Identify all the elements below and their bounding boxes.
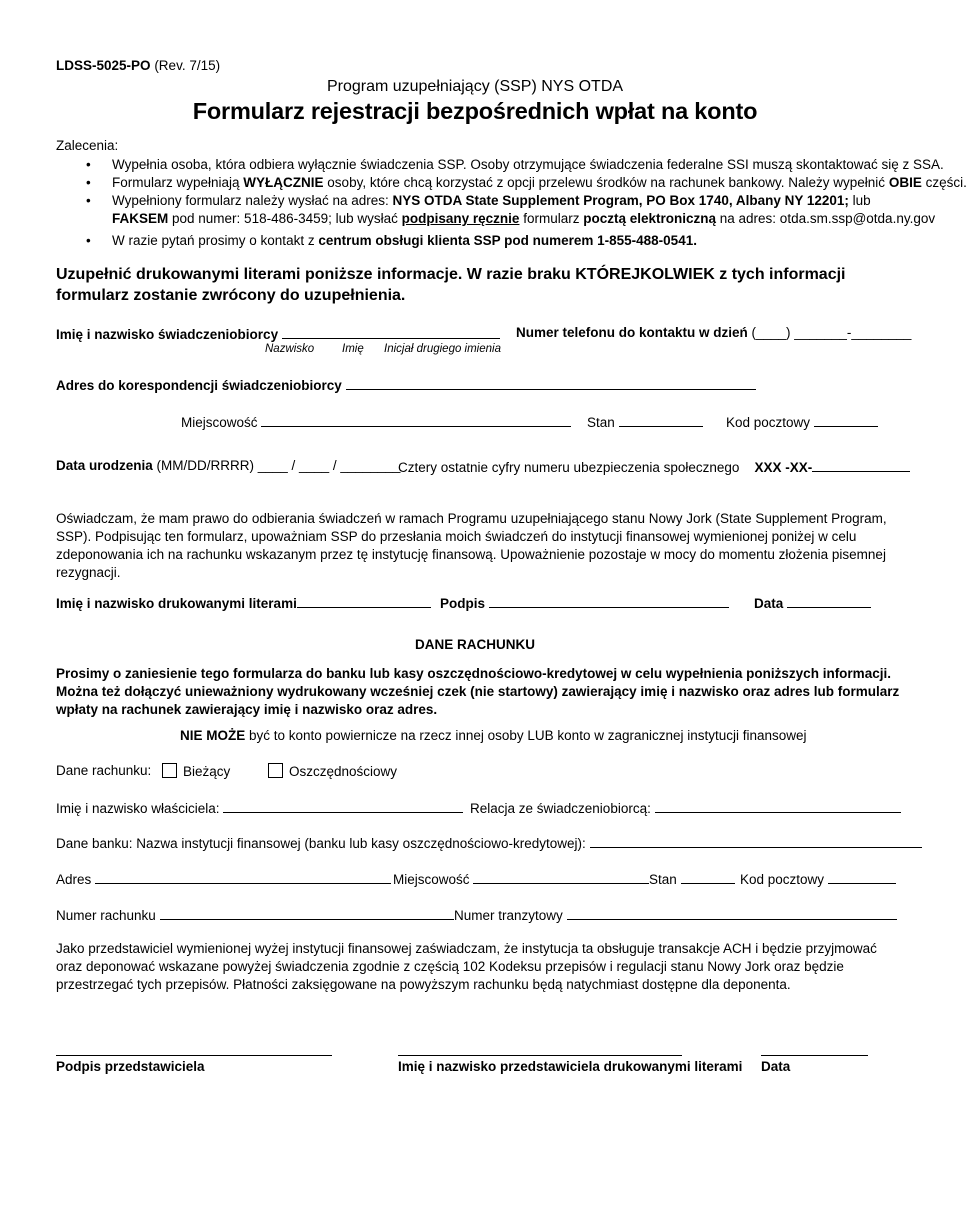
bank-city-row: Miejscowość [393, 870, 649, 887]
ssn-row: Cztery ostatnie cyfry numeru ubezpieczenia społecznego XXX -XX- [398, 458, 910, 475]
print-name-row: Imię i nazwisko drukowanymi literami [56, 594, 431, 611]
recipient-name-field[interactable] [282, 325, 500, 339]
bank-state-row: Stan [649, 870, 735, 887]
bank-zip-row: Kod pocztowy [740, 870, 896, 887]
rep-date-line[interactable] [761, 1055, 868, 1056]
owner-field[interactable] [223, 799, 463, 813]
rep-print-name-label: Imię i nazwisko przedstawiciela drukowanymi literami [398, 1059, 743, 1074]
bank-address-row: Adres [56, 870, 391, 887]
routing-number-field[interactable] [567, 906, 897, 920]
fill-instruction: Uzupełnić drukowanymi literami poniższe informacje. W razie braku KTÓREJKOLWIEK z tych informacji formularz zostanie zwrócony do uzupełnienia. [56, 266, 846, 304]
city-row: Miejscowość [181, 413, 571, 430]
ssn-field[interactable] [812, 458, 910, 472]
rep-date-label: Data [761, 1059, 791, 1074]
name-sub-first: Imię [342, 343, 364, 355]
bank-state-field[interactable] [681, 870, 735, 884]
bank-address-field[interactable] [95, 870, 391, 884]
phone-row: Numer telefonu do kontaktu w dzień (____) _______-________ [516, 325, 912, 340]
rep-signature-label: Podpis przedstawiciela [56, 1059, 205, 1074]
account-heading: DANE RACHUNKU [415, 637, 535, 652]
rep-signature-line[interactable] [56, 1055, 332, 1056]
savings-option[interactable]: Oszczędnościowy [268, 763, 397, 779]
print-name-field[interactable] [297, 594, 431, 608]
bank-zip-field[interactable] [828, 870, 896, 884]
routing-number-row: Numer tranzytowy [454, 906, 897, 923]
certification-text: Jako przedstawiciel wymienionej wyżej instytucji finansowej zaświadczam, że instytucja ta obsługuje transakcje ACH i będzie przyjmować oraz deponować wskazane powyżej świadczenia zgodnie z częścią 102 Kodeksu przepisów i regulacji stanu Nowy Jork oraz będzie przestrzegać tych przepisów. Płatności zaksięgowane na powyższym rachunku będą natychmiast dostępne dla deponenta. [56, 941, 877, 992]
phone-field[interactable]: (____) _______-________ [751, 325, 912, 340]
address-row: Adres do korespondencji świadczeniobiorcy [56, 376, 756, 393]
dob-row: Data urodzenia (MM/DD/RRRR) ____ / ____ / ________ [56, 458, 401, 473]
recommendation-2: • Formularz wypełniają WYŁĄCZNIE osoby, które chcą korzystać z opcji przelewu środków na rachunek bankowy. Należy wypełnić OBIE części. [112, 174, 972, 192]
account-number-field[interactable] [160, 906, 454, 920]
dob-field[interactable]: (MM/DD/RRRR) ____ / ____ / ________ [156, 458, 401, 473]
relation-row: Relacja ze świadczeniobiorcą: [470, 799, 901, 816]
recommendation-1: • Wypełnia osoba, która odbiera wyłącznie świadczenia SSP. Osoby otrzymujące świadczenia federalne SSI muszą skontaktować się z SSA. [112, 156, 972, 174]
zip-row: Kod pocztowy [726, 413, 878, 430]
name-sub-middle: Inicjał drugiego imienia [384, 343, 501, 355]
recommendations-label: Zalecenia: [56, 138, 119, 153]
page-title: Formularz rejestracji bezpośrednich wpłat na konto [192, 98, 758, 124]
name-sub-last: Nazwisko [265, 343, 315, 355]
recommendation-4: • W razie pytań prosimy o kontakt z centrum obsługi klienta SSP pod numerem 1-855-488-0541. [112, 232, 972, 250]
bank-name-field[interactable] [590, 834, 922, 848]
date-field[interactable] [787, 594, 871, 608]
account-notice: NIE MOŻE być to konto powiernicze na rzecz innej osoby LUB konto w zagranicznej instytucji finansowej [180, 728, 807, 743]
savings-checkbox[interactable] [268, 763, 283, 778]
signature-row: Podpis [440, 594, 729, 611]
bank-name-row: Dane banku: Nazwa instytucji finansowej (banku lub kasy oszczędnościowo-kredytowej): [56, 834, 922, 851]
account-number-row: Numer rachunku [56, 906, 454, 923]
recipient-name-row: Imię i nazwisko świadczeniobiorcy [56, 325, 500, 342]
bank-instruction: Prosimy o zaniesienie tego formularza do banku lub kasy oszczędnościowo-kredytowej w celu wypełnienia poniższych informacji. Można też dołączyć unieważniony wydrukowany wcześniej czek (nie startowy) zawierający imię i nazwisko oraz adres lub formularz wpłaty na rachunek zawierający imię i nazwisko oraz adres. [56, 666, 900, 717]
bank-city-field[interactable] [473, 870, 649, 884]
form-code: LDSS-5025-PO (Rev. 7/15) [56, 58, 221, 73]
city-field[interactable] [261, 413, 571, 427]
checking-checkbox[interactable] [162, 763, 177, 778]
declaration-text: Oświadczam, że mam prawo do odbierania świadczeń w ramach Programu uzupełniającego stanu Nowy Jork (State Supplement Program, SSP). Podpisując ten formularz, upoważniam SSP do przesłania moich świadczeń do instytucji finansowej wymienionej poniżej w celu zdeponowania ich na rachunku wskazanym przez tę instytucję finansową. Upoważnienie pozostaje w mocy do momentu złożenia pisemnej rezygnacji. [56, 511, 887, 580]
signature-field[interactable] [489, 594, 729, 608]
checking-option[interactable]: Bieżący [162, 763, 230, 779]
rep-print-name-line[interactable] [398, 1055, 682, 1056]
owner-row: Imię i nazwisko właściciela: [56, 799, 463, 816]
relation-field[interactable] [655, 799, 901, 813]
recommendation-3: • Wypełniony formularz należy wysłać na adres: NYS OTDA State Supplement Program, PO Box 1740, Albany NY 12201; lub FAKSEM pod numer: 518-486-3459; lub wysłać podpisany ręcznie formularz pocztą elektroniczną na adres: otda.sm.ssp@otda.ny.gov [112, 192, 972, 228]
state-row: Stan [587, 413, 703, 430]
zip-field[interactable] [814, 413, 878, 427]
date-row: Data [754, 594, 871, 611]
address-field[interactable] [346, 376, 756, 390]
form-subtitle: Program uzupełniający (SSP) NYS OTDA [326, 78, 624, 95]
state-field[interactable] [619, 413, 703, 427]
recommendations-list [56, 156, 972, 250]
account-type-row: Dane rachunku: [56, 763, 152, 778]
